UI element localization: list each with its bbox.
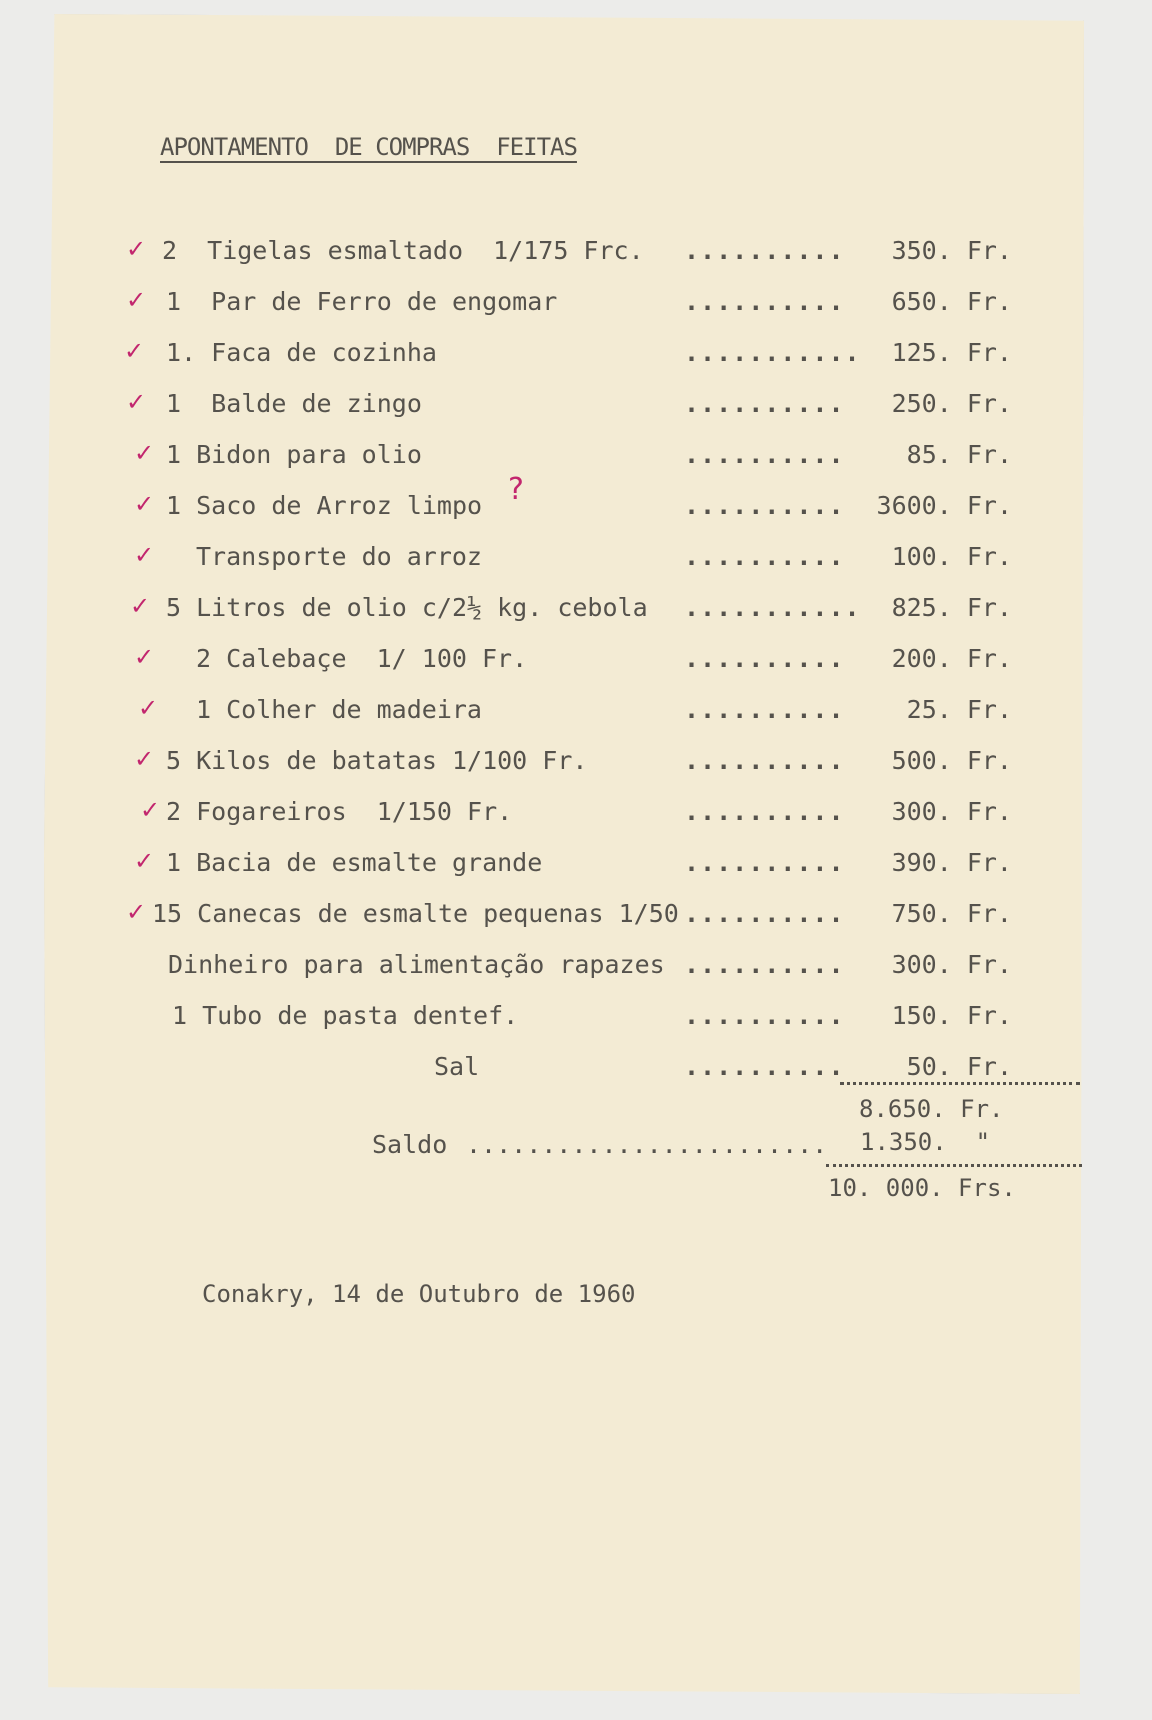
question-annotation: ?: [508, 472, 524, 507]
item-description: 5 Kilos de batatas 1/100 Fr.: [166, 746, 588, 775]
leader-dots: ..........: [684, 287, 845, 316]
item-description: Sal: [434, 1052, 480, 1081]
item-description: 1 Tubo de pasta dentef.: [172, 1001, 519, 1030]
item-description: 2 Tigelas esmaltado 1/175 Frc.: [162, 236, 644, 265]
subtotal-rule: [840, 1082, 1080, 1085]
leader-dots: ..........: [684, 746, 845, 775]
leader-dots: ...........: [684, 338, 861, 367]
item-amount: 85. Fr.: [906, 440, 1012, 469]
leader-dots: ..........: [684, 491, 845, 520]
item-description: 2 Calebaçe 1/ 100 Fr.: [196, 644, 528, 673]
leader-dots: ..........: [684, 440, 845, 469]
item-description: 1 Par de Ferro de engomar: [166, 287, 558, 316]
item-amount: 300. Fr.: [891, 950, 1012, 979]
item-description: 1 Bidon para olio: [166, 440, 422, 469]
item-description: 1 Balde de zingo: [166, 389, 422, 418]
item-amount: 250. Fr.: [891, 389, 1012, 418]
item-description: 1 Saco de Arroz limpo: [166, 491, 483, 520]
check-mark-icon: ✓: [126, 388, 147, 416]
check-mark-icon: ✓: [138, 694, 159, 722]
item-description: 1 Bacia de esmalte grande: [166, 848, 543, 877]
leader-dots: ..........: [684, 899, 845, 928]
document-title: APONTAMENTO DE COMPRAS FEITAS: [160, 133, 577, 161]
item-amount: 750. Fr.: [891, 899, 1012, 928]
check-mark-icon: ✓: [134, 745, 155, 773]
item-description: Dinheiro para alimentação rapazes: [168, 950, 665, 979]
check-mark-icon: ✓: [134, 490, 155, 518]
check-mark-icon: ✓: [134, 541, 155, 569]
check-mark-icon: ✓: [134, 643, 155, 671]
leader-dots: ..........: [684, 1052, 845, 1081]
item-amount: 150. Fr.: [891, 1001, 1012, 1030]
item-description: Transporte do arroz: [196, 542, 482, 571]
item-amount: 300. Fr.: [891, 797, 1012, 826]
check-mark-icon: ✓: [130, 592, 151, 620]
item-description: 15 Canecas de esmalte pequenas 1/50: [152, 899, 679, 928]
item-amount: 100. Fr.: [891, 542, 1012, 571]
item-amount: 200. Fr.: [891, 644, 1012, 673]
leader-dots: ..........: [684, 236, 845, 265]
saldo-amount: 1.350. ": [860, 1128, 991, 1156]
leader-dots: ..........: [684, 389, 845, 418]
leader-dots: ..........: [684, 848, 845, 877]
leader-dots: ..........: [684, 695, 845, 724]
item-description: 1 Colher de madeira: [196, 695, 482, 724]
item-amount: 500. Fr.: [891, 746, 1012, 775]
item-description: 2 Fogareiros 1/150 Fr.: [166, 797, 513, 826]
item-amount: 50. Fr.: [906, 1052, 1012, 1081]
subtotal-amount: 8.650. Fr.: [859, 1095, 1004, 1123]
leader-dots: ..........: [684, 1001, 845, 1030]
leader-dots: ..........: [684, 797, 845, 826]
check-mark-icon: ✓: [126, 235, 147, 263]
item-description: 5 Litros de olio c/2½ kg. cebola: [166, 593, 648, 622]
item-description: 1. Faca de cozinha: [166, 338, 437, 367]
total-amount: 10. 000. Frs.: [828, 1174, 1016, 1202]
item-amount: 650. Fr.: [891, 287, 1012, 316]
check-mark-icon: ✓: [126, 898, 147, 926]
leader-dots: ...........: [684, 593, 861, 622]
item-amount: 3600. Fr.: [876, 491, 1012, 520]
item-amount: 350. Fr.: [891, 236, 1012, 265]
item-amount: 125. Fr.: [891, 338, 1012, 367]
leader-dots: ..........: [684, 950, 845, 979]
check-mark-icon: ✓: [134, 439, 155, 467]
check-mark-icon: ✓: [140, 796, 161, 824]
item-amount: 825. Fr.: [891, 593, 1012, 622]
saldo-dots: ........................: [466, 1130, 828, 1159]
total-rule: [826, 1164, 1082, 1167]
leader-dots: ..........: [684, 644, 845, 673]
item-amount: 390. Fr.: [891, 848, 1012, 877]
check-mark-icon: ✓: [134, 847, 155, 875]
item-amount: 25. Fr.: [906, 695, 1012, 724]
saldo-label: Saldo: [372, 1130, 448, 1159]
place-date: Conakry, 14 de Outubro de 1960: [202, 1280, 636, 1308]
leader-dots: ..........: [684, 542, 845, 571]
check-mark-icon: ✓: [126, 286, 147, 314]
check-mark-icon: ✓: [124, 337, 145, 365]
